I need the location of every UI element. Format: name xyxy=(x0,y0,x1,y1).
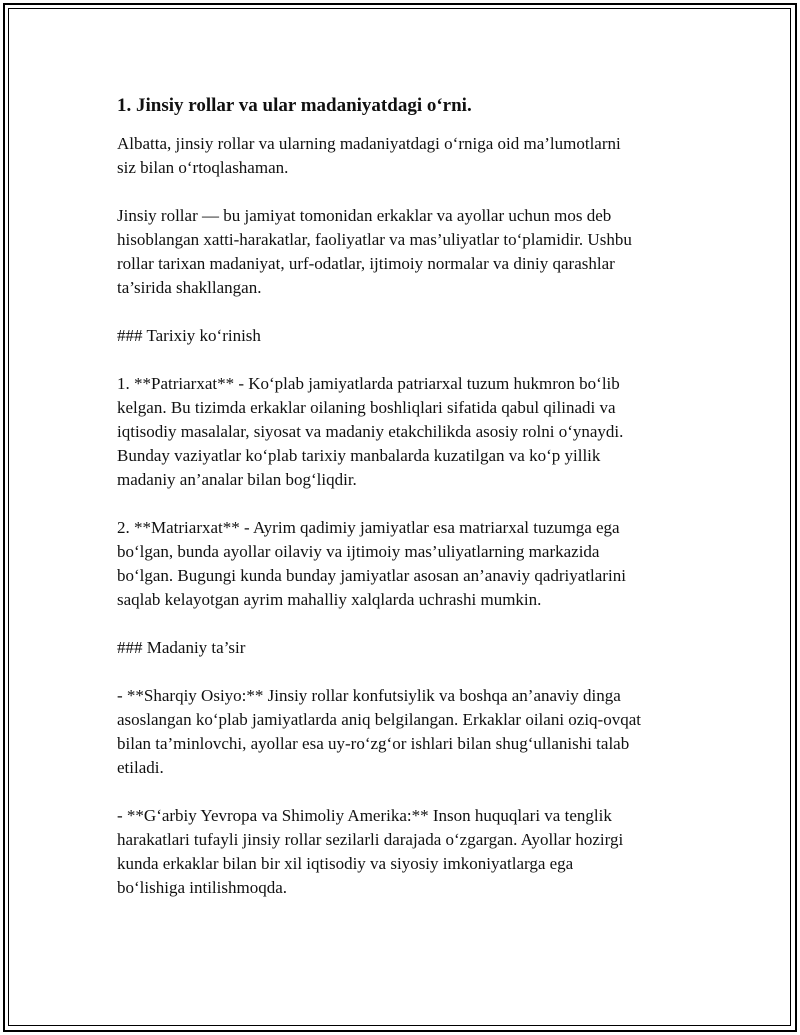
paragraph-patriarchy: 1. **Patriarxat** - Ko‘plab jamiyatlarda patriarxal tuzum hukmron bo‘lib kelgan. Bu tizimda erkaklar oilaning boshliqlari sifatida qabul qilinadi va iqtisodiy masalalar, siyosat va madaniy etakchilikda asosiy rolni o‘ynaydi. Bunday vaziyatlar ko‘plab tarixiy manbalarda kuzatilgan va ko‘p yillik madaniy an’analar bilan bog‘liqdir. xyxy=(117,374,624,489)
paragraph-definition: Jinsiy rollar — bu jamiyat tomonidan erkaklar va ayollar uchun mos deb hisoblangan xatti-harakatlar, faoliyatlar va mas’uliyatlar to‘plamidir. Ushbu rollar tarixan madaniyat, urf-odatlar, ijtimoiy normalar va diniy qarashlar ta’sirida shakllangan. xyxy=(117,206,632,297)
paragraph-west: - **G‘arbiy Yevropa va Shimoliy Amerika:** Inson huquqlari va tenglik harakatlari tufayli jinsiy rollar sezilarli darajada o‘zgargan. Ayollar hozirgi kunda erkaklar bilan bir xil iqtisodiy va siyosiy imkoniyatlarga ega bo‘lishiga intilishmoqda. xyxy=(117,806,624,897)
paragraph-intro: Albatta, jinsiy rollar va ularning madaniyatdagi o‘rniga oid ma’lumotlarni siz bilan o‘rtoqlashaman. xyxy=(117,134,621,177)
section-heading-historical: ### Tarixiy ko‘rinish xyxy=(117,326,261,345)
document-title: 1. Jinsiy rollar va ular madaniyatdagi o‘rni. xyxy=(117,95,472,116)
paragraph-matriarchy: 2. **Matriarxat** - Ayrim qadimiy jamiyatlar esa matriarxal tuzumga ega bo‘lgan, bunda ayollar oilaviy va ijtimoiy mas’uliyatlarning markazida bo‘lgan. Bugungi kunda bunday jamiyatlar asosan an’anaviy qadriyatlarini saqlab kelayotgan ayrim mahalliy xalqlarda uchrashi mumkin. xyxy=(117,518,626,609)
section-heading-cultural: ### Madaniy ta’sir xyxy=(117,638,246,657)
document-body xyxy=(117,94,707,924)
paragraph-east-asia: - **Sharqiy Osiyo:** Jinsiy rollar konfutsiylik va boshqa an’anaviy dinga asoslangan ko‘plab jamiyatlarda aniq belgilangan. Erkaklar oilani oziq-ovqat bilan ta’minlovchi, ayollar esa uy-ro‘zg‘or ishlari bilan shug‘ullanishi talab etiladi. xyxy=(117,686,641,777)
